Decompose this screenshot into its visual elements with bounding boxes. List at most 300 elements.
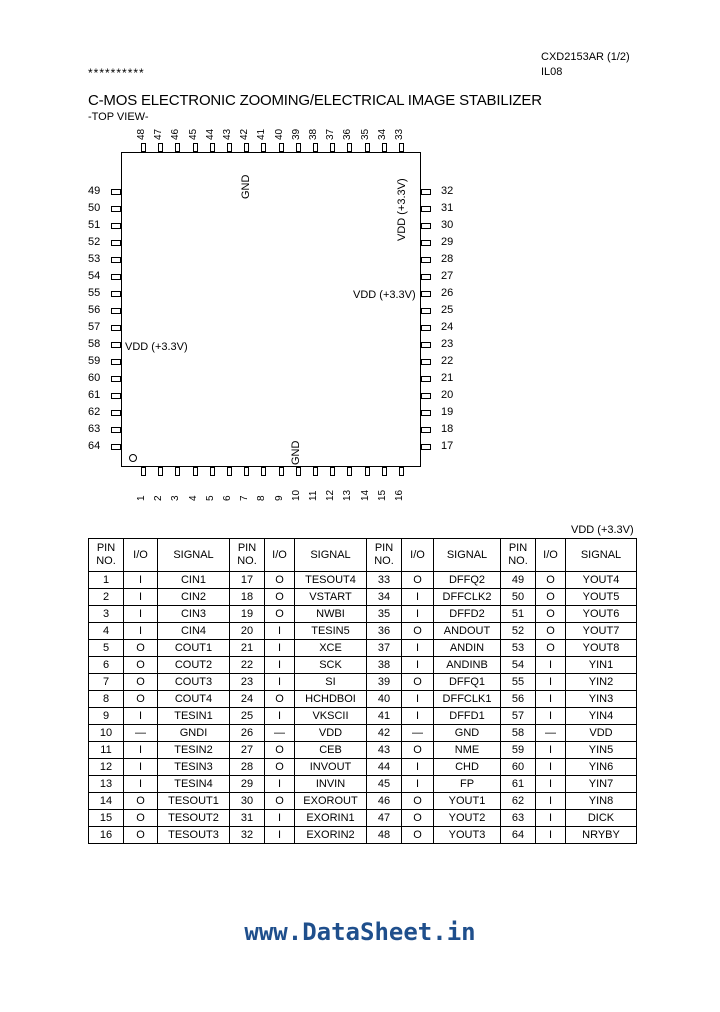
pin-number: 25 xyxy=(441,304,454,316)
table-cell: 52 xyxy=(501,623,536,640)
table-cell: GND xyxy=(434,725,501,742)
table-cell: 3 xyxy=(89,606,124,623)
pin-number: 23 xyxy=(441,338,454,350)
pin-lead xyxy=(421,359,431,365)
table-cell: VDD xyxy=(295,725,367,742)
table-cell: O xyxy=(265,691,295,708)
table-cell: O xyxy=(124,827,158,844)
table-cell: CIN4 xyxy=(158,623,230,640)
pin-number: 33 xyxy=(394,128,405,140)
table-cell: FP xyxy=(434,776,501,793)
column-header: SIGNAL xyxy=(566,539,637,572)
table-cell: 64 xyxy=(501,827,536,844)
pin-lead xyxy=(158,467,163,476)
table-cell: I xyxy=(124,623,158,640)
table-cell: DFFCLK2 xyxy=(434,589,501,606)
table-cell: 4 xyxy=(89,623,124,640)
pin-table-header xyxy=(89,539,637,572)
pin-number: 18 xyxy=(441,423,454,435)
table-cell: I xyxy=(536,776,566,793)
table-cell: 47 xyxy=(367,810,402,827)
table-cell: NME xyxy=(434,742,501,759)
table-cell: I xyxy=(124,572,158,589)
pin-lead xyxy=(421,444,431,450)
table-cell: I xyxy=(536,793,566,810)
pin-number: 27 xyxy=(441,270,454,282)
pin-lead xyxy=(244,467,249,476)
table-cell: O xyxy=(124,691,158,708)
pin-number: 31 xyxy=(441,202,454,214)
table-cell: ANDIN xyxy=(434,640,501,657)
pin-lead xyxy=(421,342,431,348)
pin-lead xyxy=(193,467,198,476)
table-cell: INVIN xyxy=(295,776,367,793)
table-cell: VSTART xyxy=(295,589,367,606)
table-cell: YIN5 xyxy=(566,742,637,759)
table-cell: 11 xyxy=(89,742,124,759)
pin-number: 17 xyxy=(441,440,454,452)
table-cell: 14 xyxy=(89,793,124,810)
table-cell: 7 xyxy=(89,674,124,691)
table-cell: 31 xyxy=(230,810,265,827)
vdd-right-label: VDD (+3.3V) xyxy=(353,289,416,301)
table-row xyxy=(89,793,637,810)
table-cell: O xyxy=(124,793,158,810)
table-cell: 43 xyxy=(367,742,402,759)
pin-number: 29 xyxy=(441,236,454,248)
table-row xyxy=(89,742,637,759)
pin-number: 58 xyxy=(88,338,101,350)
table-cell: O xyxy=(265,606,295,623)
table-cell: I xyxy=(402,776,434,793)
pin-lead xyxy=(210,143,215,152)
chip-package xyxy=(121,152,421,467)
table-cell: I xyxy=(124,708,158,725)
pin-lead xyxy=(111,240,121,246)
column-header: I/O xyxy=(536,539,566,572)
table-cell: I xyxy=(265,623,295,640)
table-cell: 50 xyxy=(501,589,536,606)
table-cell: DFFQ1 xyxy=(434,674,501,691)
table-row xyxy=(89,776,637,793)
pin-number: 10 xyxy=(290,489,302,501)
table-cell: O xyxy=(265,742,295,759)
table-cell: COUT3 xyxy=(158,674,230,691)
table-cell: I xyxy=(265,640,295,657)
pin-number: 54 xyxy=(88,270,101,282)
pin-lead xyxy=(421,189,431,195)
table-cell: I xyxy=(124,776,158,793)
table-cell: I xyxy=(124,742,158,759)
table-cell: 44 xyxy=(367,759,402,776)
table-cell: 23 xyxy=(230,674,265,691)
pin-number: 41 xyxy=(256,128,268,140)
table-cell: O xyxy=(265,572,295,589)
pin-lead xyxy=(111,223,121,229)
table-cell: 28 xyxy=(230,759,265,776)
pin-number: 8 xyxy=(256,495,268,501)
pin-lead xyxy=(399,143,404,152)
table-cell: YOUT2 xyxy=(434,810,501,827)
table-cell: 34 xyxy=(367,589,402,606)
table-cell: 16 xyxy=(89,827,124,844)
table-cell: TESOUT3 xyxy=(158,827,230,844)
table-cell: 49 xyxy=(501,572,536,589)
table-cell: YIN4 xyxy=(566,708,637,725)
pin-lead xyxy=(111,427,121,433)
table-cell: YIN2 xyxy=(566,674,637,691)
pin-lead xyxy=(421,223,431,229)
table-cell: 53 xyxy=(501,640,536,657)
part-number: CXD2153AR (1/2) xyxy=(541,51,630,63)
table-cell: 20 xyxy=(230,623,265,640)
pin-lead xyxy=(227,143,232,152)
table-cell: I xyxy=(124,589,158,606)
pin-lead xyxy=(210,467,215,476)
table-cell: 38 xyxy=(367,657,402,674)
table-cell: I xyxy=(536,674,566,691)
table-cell: 39 xyxy=(367,674,402,691)
pin-number: 46 xyxy=(170,128,182,140)
pin-lead xyxy=(399,467,404,476)
table-cell: EXOROUT xyxy=(295,793,367,810)
table-cell: 41 xyxy=(367,708,402,725)
pin-number: 14 xyxy=(359,489,371,501)
table-cell: YIN1 xyxy=(566,657,637,674)
table-cell: 29 xyxy=(230,776,265,793)
pin-number: 22 xyxy=(441,355,454,367)
table-cell: O xyxy=(402,827,434,844)
pin-number: 2 xyxy=(153,495,165,501)
column-header: PIN NO. xyxy=(230,539,265,572)
table-cell: DICK xyxy=(566,810,637,827)
table-cell: INVOUT xyxy=(295,759,367,776)
table-cell: 35 xyxy=(367,606,402,623)
table-cell: CHD xyxy=(434,759,501,776)
pin-number: 3 xyxy=(170,495,182,501)
table-row xyxy=(89,640,637,657)
table-cell: 22 xyxy=(230,657,265,674)
pin-number: 40 xyxy=(273,128,285,140)
table-cell: O xyxy=(402,623,434,640)
table-cell: YIN3 xyxy=(566,691,637,708)
column-header: SIGNAL xyxy=(434,539,501,572)
table-cell: O xyxy=(402,793,434,810)
table-cell: EXORIN2 xyxy=(295,827,367,844)
table-cell: TESIN2 xyxy=(158,742,230,759)
pin-lead xyxy=(111,274,121,280)
pin-number: 48 xyxy=(136,128,147,140)
table-cell: GNDI xyxy=(158,725,230,742)
pin-number: 38 xyxy=(308,128,319,140)
table-cell: O xyxy=(124,810,158,827)
table-cell: — xyxy=(265,725,295,742)
table-cell: I xyxy=(124,606,158,623)
table-cell: EXORIN1 xyxy=(295,810,367,827)
pin-table xyxy=(88,538,637,844)
table-cell: ANDINB xyxy=(434,657,501,674)
table-cell: COUT2 xyxy=(158,657,230,674)
table-cell: 61 xyxy=(501,776,536,793)
table-cell: — xyxy=(402,725,434,742)
table-cell: NRYBY xyxy=(566,827,637,844)
table-cell: 42 xyxy=(367,725,402,742)
pin-lead xyxy=(111,410,121,416)
table-cell: HCHDBOI xyxy=(295,691,367,708)
table-cell: I xyxy=(265,657,295,674)
table-cell: I xyxy=(402,759,434,776)
table-cell: DFFD1 xyxy=(434,708,501,725)
table-cell: 5 xyxy=(89,640,124,657)
table-cell: O xyxy=(265,759,295,776)
pin-lead xyxy=(421,291,431,297)
pin-lead xyxy=(421,206,431,212)
pin-number: 1 xyxy=(136,495,147,501)
table-cell: DFFQ2 xyxy=(434,572,501,589)
table-cell: I xyxy=(536,759,566,776)
table-cell: 60 xyxy=(501,759,536,776)
pin-number: 6 xyxy=(222,495,233,501)
view-caption: -TOP VIEW- xyxy=(88,111,149,123)
table-cell: O xyxy=(402,674,434,691)
table-cell: TESOUT1 xyxy=(158,793,230,810)
pin-lead xyxy=(141,143,146,152)
pin-number: 56 xyxy=(88,304,101,316)
pin-lead xyxy=(421,308,431,314)
pin-number: 64 xyxy=(88,440,101,452)
table-cell: COUT4 xyxy=(158,691,230,708)
pin-number: 30 xyxy=(441,219,454,231)
table-cell: — xyxy=(124,725,158,742)
table-row xyxy=(89,572,637,589)
column-header: I/O xyxy=(265,539,295,572)
doc-code: IL08 xyxy=(541,66,563,78)
page-title: C-MOS ELECTRONIC ZOOMING/ELECTRICAL IMAGE STABILIZER xyxy=(88,92,542,109)
table-cell: 40 xyxy=(367,691,402,708)
vdd-top-right-label: VDD (+3.3V) xyxy=(396,178,408,241)
table-cell: 25 xyxy=(230,708,265,725)
pin-number: 5 xyxy=(204,495,216,501)
pin-lead xyxy=(313,467,318,476)
pin-lead xyxy=(111,189,121,195)
pin-lead xyxy=(421,393,431,399)
pin-lead xyxy=(261,143,266,152)
table-cell: I xyxy=(265,827,295,844)
column-header: PIN NO. xyxy=(89,539,124,572)
table-cell: 1 xyxy=(89,572,124,589)
pin-lead xyxy=(111,308,121,314)
pin-lead xyxy=(111,325,121,331)
pin-lead xyxy=(111,257,121,263)
pin-number: 16 xyxy=(394,489,405,501)
pin-lead xyxy=(382,467,387,476)
pin-lead xyxy=(111,359,121,365)
pin-lead xyxy=(111,206,121,212)
pin-number: 12 xyxy=(325,489,337,501)
table-cell: I xyxy=(265,810,295,827)
column-header: I/O xyxy=(402,539,434,572)
table-cell: CEB xyxy=(295,742,367,759)
pin-lead xyxy=(421,257,431,263)
table-row xyxy=(89,725,637,742)
table-cell: 62 xyxy=(501,793,536,810)
table-cell: SCK xyxy=(295,657,367,674)
table-cell: 33 xyxy=(367,572,402,589)
table-cell: 56 xyxy=(501,691,536,708)
table-cell: I xyxy=(265,776,295,793)
table-cell: I xyxy=(402,691,434,708)
table-cell: I xyxy=(402,589,434,606)
column-header: I/O xyxy=(124,539,158,572)
pin-lead xyxy=(421,427,431,433)
table-cell: TESIN1 xyxy=(158,708,230,725)
pin-lead xyxy=(365,467,370,476)
pin-number: 59 xyxy=(88,355,101,367)
table-cell: NWBI xyxy=(295,606,367,623)
pin-lead xyxy=(421,410,431,416)
table-cell: 27 xyxy=(230,742,265,759)
pin-number: 43 xyxy=(222,128,233,140)
table-cell: — xyxy=(536,725,566,742)
table-cell: O xyxy=(402,810,434,827)
table-cell: O xyxy=(124,640,158,657)
table-cell: TESIN5 xyxy=(295,623,367,640)
table-cell: I xyxy=(402,640,434,657)
table-cell: SI xyxy=(295,674,367,691)
gnd-top-label: GND xyxy=(240,174,252,199)
pin-number: 4 xyxy=(187,495,199,501)
pin-number: 19 xyxy=(441,406,454,418)
pin-number: 36 xyxy=(342,128,354,140)
pin-number: 62 xyxy=(88,406,101,418)
table-cell: TESOUT4 xyxy=(295,572,367,589)
pin-lead xyxy=(193,143,198,152)
pin-lead xyxy=(111,444,121,450)
table-row xyxy=(89,589,637,606)
table-cell: YOUT7 xyxy=(566,623,637,640)
table-cell: I xyxy=(536,657,566,674)
table-cell: 6 xyxy=(89,657,124,674)
table-row xyxy=(89,674,637,691)
pin-lead xyxy=(382,143,387,152)
pin-lead xyxy=(141,467,146,476)
table-cell: O xyxy=(265,589,295,606)
pin-number: 47 xyxy=(153,128,165,140)
table-cell: O xyxy=(536,640,566,657)
table-cell: 24 xyxy=(230,691,265,708)
table-cell: 18 xyxy=(230,589,265,606)
pin1-marker xyxy=(129,454,137,462)
gnd-bottom-label: GND xyxy=(290,440,302,465)
table-cell: 21 xyxy=(230,640,265,657)
table-row xyxy=(89,623,637,640)
table-cell: I xyxy=(536,691,566,708)
pin-lead xyxy=(279,143,284,152)
pin-number: 24 xyxy=(441,321,454,333)
table-row xyxy=(89,606,637,623)
table-cell: O xyxy=(402,572,434,589)
pin-number: 49 xyxy=(88,185,101,197)
table-cell: O xyxy=(536,589,566,606)
pin-number: 11 xyxy=(308,490,319,501)
table-row xyxy=(89,759,637,776)
pin-number: 35 xyxy=(359,128,371,140)
column-header: PIN NO. xyxy=(367,539,402,572)
table-cell: DFFCLK1 xyxy=(434,691,501,708)
table-cell: XCE xyxy=(295,640,367,657)
pin-lead xyxy=(227,467,232,476)
watermark-url: www.DataSheet.in xyxy=(244,918,476,946)
table-cell: CIN2 xyxy=(158,589,230,606)
pin-number: 7 xyxy=(239,495,251,501)
pin-lead xyxy=(347,467,352,476)
pin-number: 20 xyxy=(441,389,454,401)
table-cell: 57 xyxy=(501,708,536,725)
pin-number: 61 xyxy=(88,389,101,401)
pin-number: 37 xyxy=(325,128,337,140)
table-cell: YOUT3 xyxy=(434,827,501,844)
pin-number: 9 xyxy=(273,495,285,501)
pin-lead xyxy=(421,376,431,382)
table-cell: YOUT6 xyxy=(566,606,637,623)
pin-lead xyxy=(330,467,335,476)
table-cell: 46 xyxy=(367,793,402,810)
table-cell: 36 xyxy=(367,623,402,640)
pin-number: 26 xyxy=(441,287,454,299)
table-cell: I xyxy=(402,606,434,623)
table-cell: 17 xyxy=(230,572,265,589)
table-cell: 15 xyxy=(89,810,124,827)
table-cell: 55 xyxy=(501,674,536,691)
pin-lead xyxy=(313,143,318,152)
pin-lead xyxy=(111,342,121,348)
pin-lead xyxy=(175,143,180,152)
pin-number: 15 xyxy=(376,489,388,501)
table-cell: O xyxy=(124,657,158,674)
pin-number: 21 xyxy=(441,372,454,384)
table-cell: 51 xyxy=(501,606,536,623)
table-cell: I xyxy=(124,759,158,776)
table-cell: O xyxy=(265,793,295,810)
table-cell: I xyxy=(536,742,566,759)
table-cell: 9 xyxy=(89,708,124,725)
pin-lead xyxy=(279,467,284,476)
table-cell: O xyxy=(536,572,566,589)
pin-lead xyxy=(296,143,301,152)
pin-lead xyxy=(244,143,249,152)
pin-lead xyxy=(111,291,121,297)
table-row xyxy=(89,691,637,708)
table-cell: YOUT5 xyxy=(566,589,637,606)
table-cell: 63 xyxy=(501,810,536,827)
table-cell: I xyxy=(536,810,566,827)
pin-number: 55 xyxy=(88,287,101,299)
table-cell: O xyxy=(536,623,566,640)
table-cell: 59 xyxy=(501,742,536,759)
pin-lead xyxy=(421,325,431,331)
pin-number: 50 xyxy=(88,202,101,214)
column-header: SIGNAL xyxy=(295,539,367,572)
table-cell: YOUT8 xyxy=(566,640,637,657)
pin-number: 53 xyxy=(88,253,101,265)
table-cell: I xyxy=(402,708,434,725)
table-cell: I xyxy=(265,708,295,725)
masked-heading: ********** xyxy=(88,66,145,80)
table-cell: YOUT4 xyxy=(566,572,637,589)
table-cell: CIN1 xyxy=(158,572,230,589)
pin-number: 13 xyxy=(342,489,354,501)
pin-lead xyxy=(347,143,352,152)
